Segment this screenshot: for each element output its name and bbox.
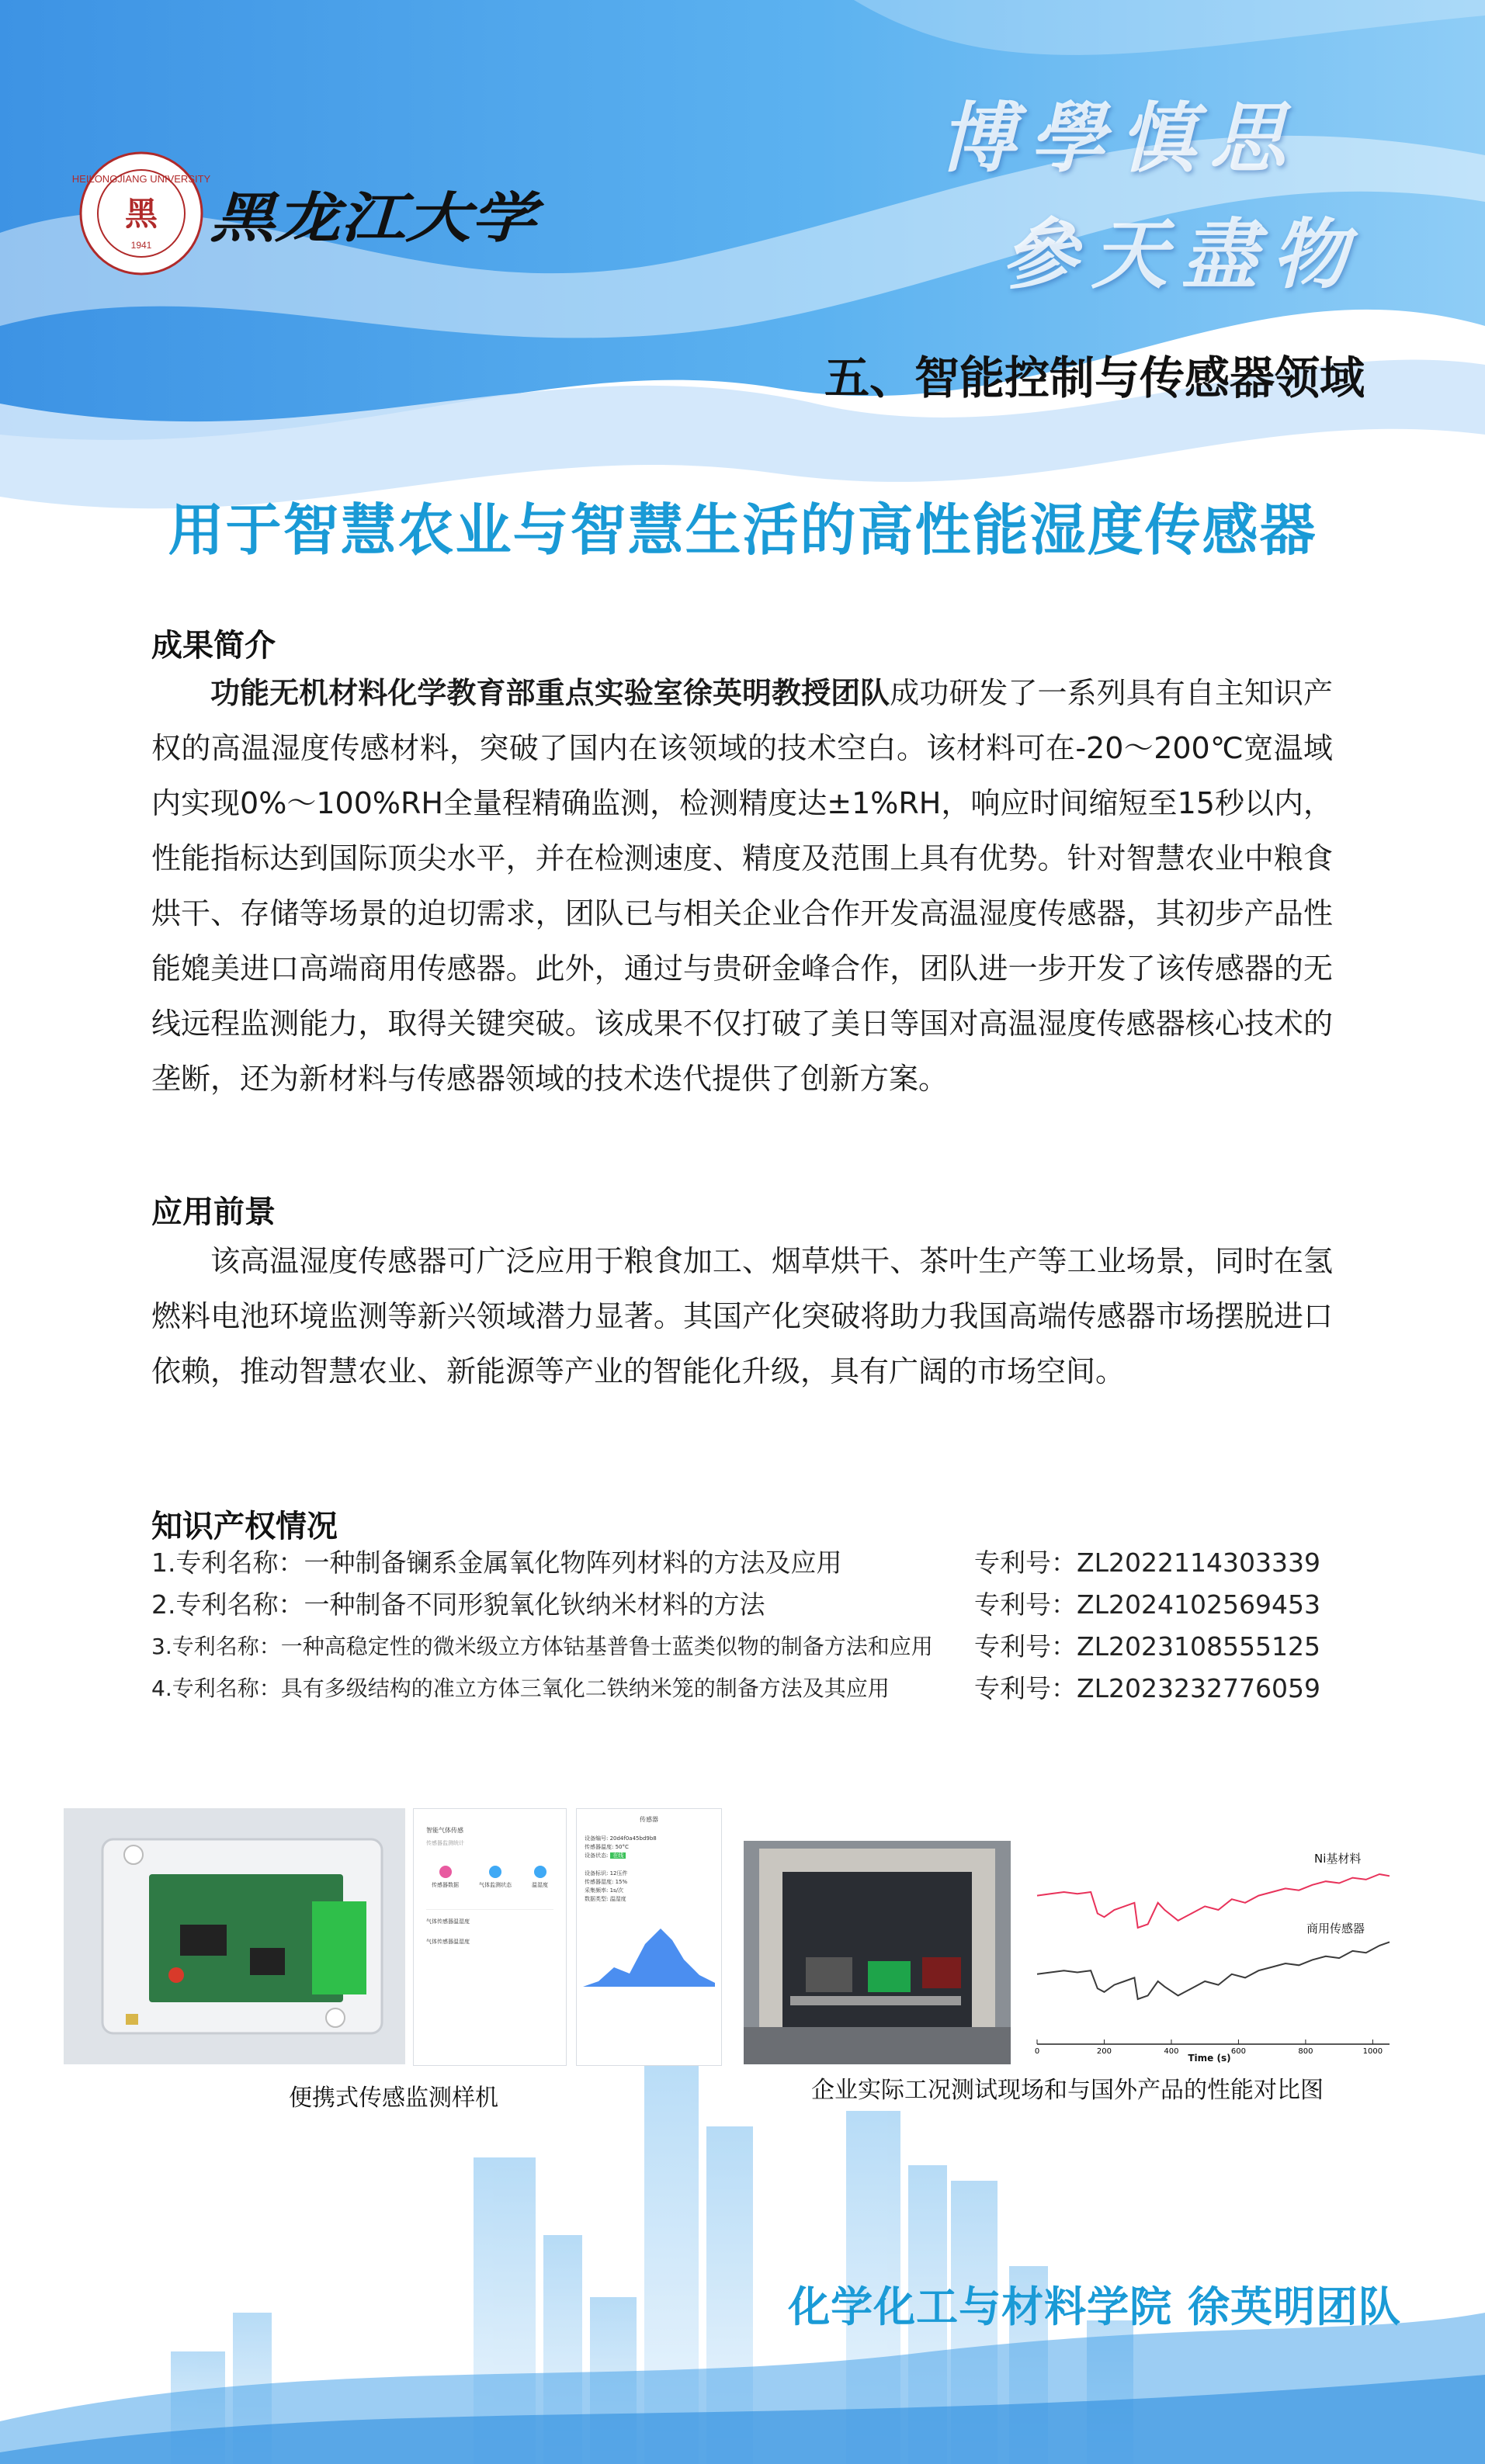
logo-ring-text: HEILONGJIANG UNIVERSITY <box>71 173 211 185</box>
patent-name-1: 1.专利名称：一种制备镧系金属氧化物阵列材料的方法及应用 <box>151 1547 842 1578</box>
app1-tile-1: 传感器数据 <box>432 1882 459 1888</box>
gas-status-icon <box>489 1866 501 1878</box>
app1-tile-2: 气体监测状态 <box>479 1882 512 1888</box>
app1-row-1: 气体传感器温湿度 <box>426 1909 553 1925</box>
ip-row-4 <box>151 1669 1339 1710</box>
summary-lead: 功能无机材料化学教育部重点实验室徐英明教授团队 <box>210 676 890 710</box>
logo-year: 1941 <box>130 240 152 251</box>
summary-body: 成功研发了一系列具有自主知识产权的高温湿度传感材料，突破了国内在该领域的技术空白。该材料可在-20～200℃宽温域内实现0%～100%RH全量程精确监测，检测精度达±1%RH，响应时间缩短至15秒以内，性能指标达到国际顶尖水平，并在检测速度、精度及范围上具有优势。针对智慧农业中粮食烘干、存储等场景的迫切需求，团队已与相关企业合作开发高温湿度传感器，其初步产品性能媲美进口高端商用传感器。此外，通过与贵研金峰合作，团队进一步开发了该传感器的无线远程监测能力，取得关键突破。该成果不仅打破了美日等国对高温湿度传感器核心技术的垄断，还为新材料与传感器领域的技术迭代提供了创新方案。 <box>151 676 1333 1096</box>
svg-text:黑: 黑 <box>124 195 158 233</box>
app1-subtitle: 传感器监测统计 <box>426 1840 464 1846</box>
app-screenshot-1 <box>413 1808 567 2066</box>
ip-row-3 <box>151 1627 1339 1669</box>
motto-line-1: 博學慎思 <box>939 94 1300 183</box>
main-title: 用于智慧农业与智慧生活的高性能湿度传感器 <box>168 497 1317 563</box>
humidity-icon <box>534 1866 546 1878</box>
app2-line-6: 采集频率: 1s/次 <box>585 1887 624 1894</box>
patent-number-2: 专利号：ZL2024102569453 <box>974 1589 1320 1620</box>
app1-tile-3: 温湿度 <box>532 1882 548 1888</box>
footer-credit: 化学化工与材料学院 徐英明团队 <box>788 2282 1401 2331</box>
x-tick-label: 800 <box>1298 2047 1313 2056</box>
app2-line-4: 设备标识: 12压件 <box>585 1870 628 1877</box>
app2-area-chart <box>583 1913 715 1991</box>
app2-line-1: 设备编号: 20d4f0a45bd9b8 <box>585 1835 657 1842</box>
caption-left: 便携式传感监测样机 <box>289 2085 498 2112</box>
app2-title: 传感器 <box>640 1816 658 1823</box>
x-tick-label: 200 <box>1096 2047 1112 2056</box>
prospects-paragraph <box>151 1234 1333 1399</box>
app2-line-3: 设备状态: <box>585 1852 609 1859</box>
prospects-heading: 应用前景 <box>151 1194 276 1230</box>
university-name: 黑龙江大学 <box>210 185 545 250</box>
x-tick-label: 1000 <box>1362 2047 1383 2056</box>
legend-commercial: 商用传感器 <box>1306 1922 1365 1936</box>
x-tick-label: 400 <box>1164 2047 1179 2056</box>
app-screenshot-2 <box>576 1808 722 2066</box>
app1-title: 智能气体传感 <box>426 1827 463 1834</box>
sensor-data-icon <box>439 1866 452 1878</box>
patent-name-2: 2.专利名称：一种制备不同形貌氧化钬纳米材料的方法 <box>151 1589 765 1620</box>
device-photo <box>64 1808 405 2064</box>
app2-line-2: 传感器温度: 50°C <box>585 1844 629 1850</box>
summary-paragraph <box>151 666 1333 1107</box>
motto-line-2: 參天盡物 <box>1001 210 1362 300</box>
ip-row-1 <box>151 1543 1339 1585</box>
caption-right: 企业实际工况测试现场和与国外产品的性能对比图 <box>811 2077 1324 2104</box>
summary-heading: 成果简介 <box>151 628 276 664</box>
x-tick-label: 600 <box>1230 2047 1246 2056</box>
ip-row-2 <box>151 1585 1339 1627</box>
comparison-chart <box>1031 1841 1396 2064</box>
patent-number-3: 专利号：ZL2023108555125 <box>974 1631 1320 1662</box>
ip-list <box>151 1543 1339 1710</box>
patent-name-3: 3.专利名称：一种高稳定性的微米级立方体钴基普鲁士蓝类似物的制备方法和应用 <box>151 1634 933 1659</box>
patent-name-4: 4.专利名称：具有多级结构的准立方体三氧化二铁纳米笼的制备方法及其应用 <box>151 1676 890 1701</box>
prospects-body: 该高温湿度传感器可广泛应用于粮食加工、烟草烘干、茶叶生产等工业场景，同时在氢燃料电池环境监测等新兴领域潜力显著。其国产化突破将助力我国高端传感器市场摆脱进口依赖，推动智慧农业、新能源等产业的智能化升级，具有广阔的市场空间。 <box>151 1244 1333 1388</box>
ip-heading: 知识产权情况 <box>151 1509 338 1544</box>
x-axis-label: Time (s) <box>1188 2053 1231 2064</box>
x-tick-label: 0 <box>1034 2047 1040 2056</box>
legend-ni: Ni基材料 <box>1314 1852 1362 1866</box>
section-title: 五、智能控制与传感器领域 <box>824 352 1365 404</box>
app1-row-2: 气体传感器温湿度 <box>426 1939 470 1945</box>
status-badge: 在线 <box>610 1852 626 1859</box>
test-site-photo <box>744 1841 1011 2064</box>
app2-line-7: 数据类型: 温湿度 <box>585 1896 626 1902</box>
patent-number-4: 专利号：ZL2023232776059 <box>974 1673 1320 1703</box>
patent-number-1: 专利号：ZL2022114303339 <box>974 1547 1320 1578</box>
app2-line-5: 传感器湿度: 15% <box>585 1879 628 1885</box>
